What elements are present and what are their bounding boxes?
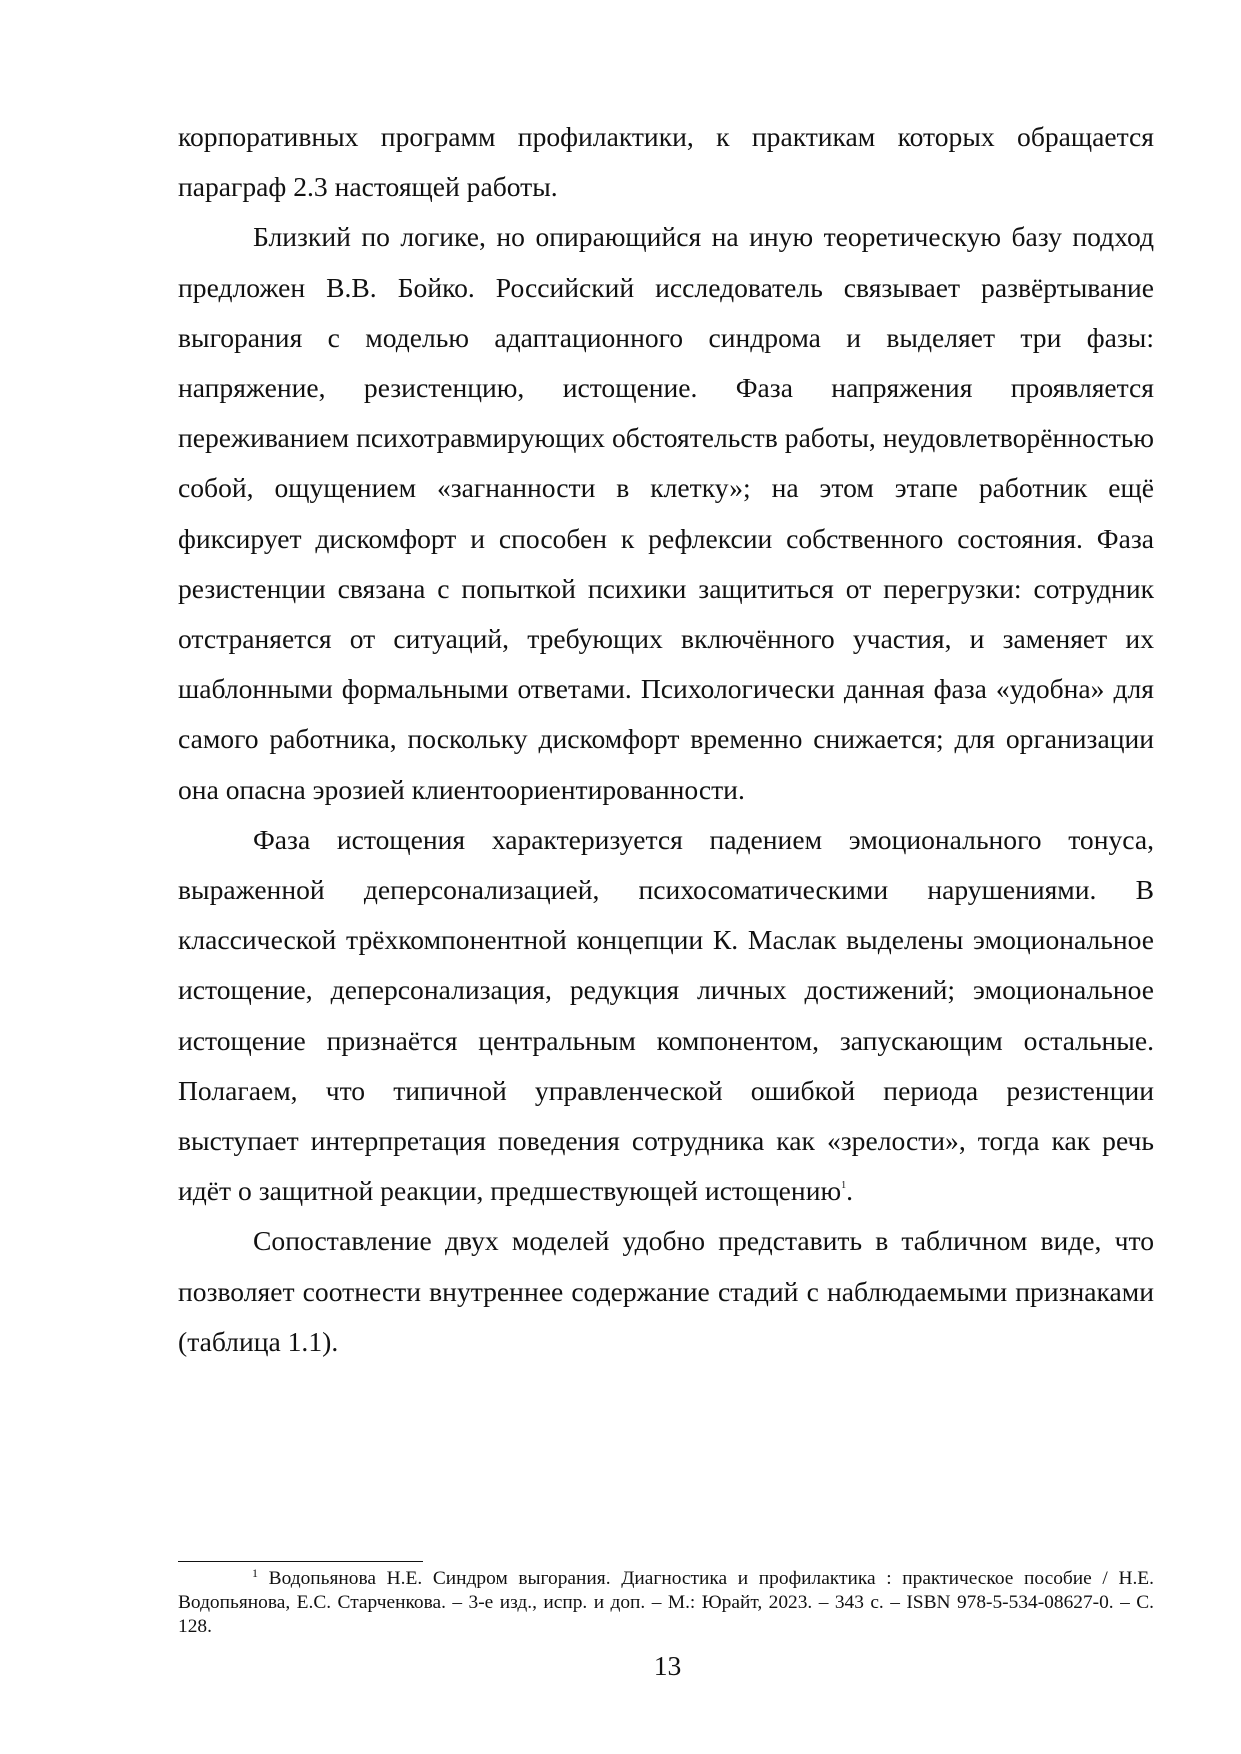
footnote-marker: 1 — [252, 1566, 258, 1580]
paragraph-2: Близкий по логике, но опирающийся на иную теоретическую базу подход предложен В.В. Бойко. Российский исследователь связывает развёртывание выгорания с моделью адаптационного синдрома и выделяет три фазы: напряжение, резистенцию, истощение. Фаза напряжения проявляется переживанием психотравмирующих обстоятельств работы, неудовлетворённостью собой, ощущением «загнанности в клетку»; на этом этапе работник ещё фиксирует дискомфорт и способен к рефлексии собственного состояния. Фаза резистенции связана с попыткой психики защититься от перегрузки: сотрудник отстраняется от ситуаций, требующих включённого участия, и заменяет их шаблонными формальными ответами. Психологически данная фаза «удобна» для самого работника, поскольку дискомфорт временно снижается; для организации она опасна эрозией клиентоориентированности. — [178, 221, 1154, 805]
page-number: 13 — [653, 1650, 682, 1681]
paragraph-1: корпоративных программ профилактики, к практикам которых обращается параграф 2.3 настоящей работы. — [178, 121, 1154, 203]
paragraph-3-text: Фаза истощения характеризуется падением эмоционального тонуса, выраженной деперсонализацией, психосоматическими нарушениями. В классической трёхкомпонентной концепции К. Маслак выделены эмоциональное истощение, деперсонализация, редукция личных достижений; эмоциональное истощение признаётся центральным компонентом, запускающим остальные. Полагаем, что типичной управленческой ошибкой периода резистенции выступает интерпретация поведения сотрудника как «зрелости», тогда как речь идёт о защитной реакции, предшествующей истощению — [178, 823, 1154, 1207]
footnote-reference[interactable]: 1 — [841, 1180, 847, 1192]
footnote-separator — [178, 1561, 423, 1562]
body-text — [178, 112, 1154, 1367]
footnote-text: Водопьянова Н.Е. Синдром выгорания. Диагностика и профилактика : практическое пособие / Н.Е. Водопьянова, Е.С. Старченкова. – 3-е изд., испр. и доп. – М.: Юрайт, 2023. – 343 с. – ISBN 978-5-534-08627-0. – С. 128. — [178, 1568, 1154, 1637]
paragraph-3 — [178, 815, 1154, 1217]
footnote — [178, 1567, 1154, 1639]
paragraph-4: Сопоставление двух моделей удобно представить в табличном виде, что позволяет соотнести внутреннее содержание стадий с наблюдаемыми признаками (таблица 1.1). — [178, 1225, 1154, 1357]
paragraph-3-end: . — [846, 1175, 853, 1207]
